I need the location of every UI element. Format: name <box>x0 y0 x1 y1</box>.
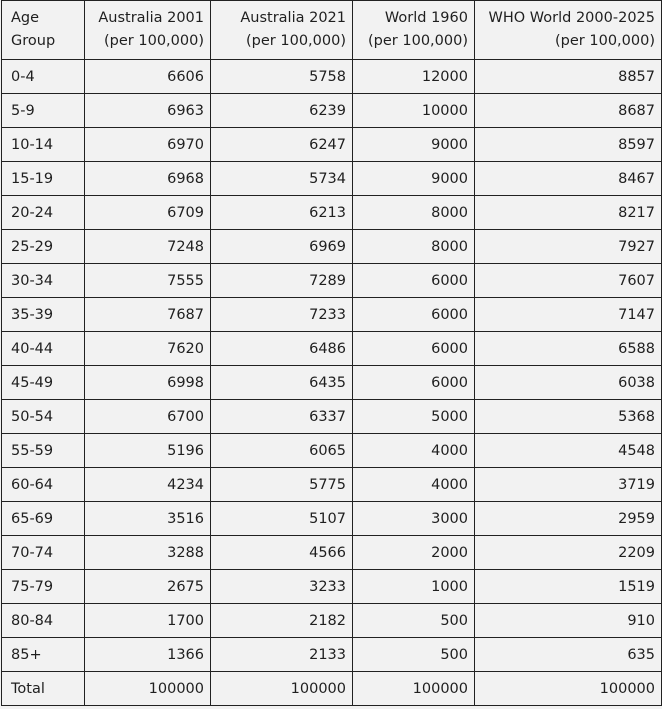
cell-australia-2021: 6065 <box>211 434 353 468</box>
cell-australia-2021: 2133 <box>211 638 353 672</box>
cell-australia-2001: 3516 <box>85 502 211 536</box>
cell-australia-2021: 3233 <box>211 570 353 604</box>
cell-australia-2021: 2182 <box>211 604 353 638</box>
cell-australia-2021: 7289 <box>211 264 353 298</box>
cell-australia-2021: 6239 <box>211 94 353 128</box>
cell-australia-2001: 7555 <box>85 264 211 298</box>
cell-who-world: 635 <box>475 638 662 672</box>
cell-world-1960: 9000 <box>353 128 475 162</box>
cell-world-1960: 6000 <box>353 264 475 298</box>
table-row <box>2 536 662 570</box>
cell-world-1960: 4000 <box>353 434 475 468</box>
cell-who-world: 8857 <box>475 60 662 94</box>
cell-world-1960: 8000 <box>353 230 475 264</box>
table-row <box>2 230 662 264</box>
cell-age-group: 65-69 <box>2 502 85 536</box>
cell-who-world: 8217 <box>475 196 662 230</box>
cell-australia-2001: 2675 <box>85 570 211 604</box>
cell-australia-2021: 5107 <box>211 502 353 536</box>
cell-australia-2001: 5196 <box>85 434 211 468</box>
header-australia-2001-line2: (per 100,000) <box>104 33 204 49</box>
cell-who-world: 100000 <box>475 672 662 706</box>
cell-age-group: 45-49 <box>2 366 85 400</box>
cell-australia-2021: 6486 <box>211 332 353 366</box>
cell-age-group: 80-84 <box>2 604 85 638</box>
cell-australia-2001: 6606 <box>85 60 211 94</box>
cell-australia-2021: 7233 <box>211 298 353 332</box>
cell-who-world: 8597 <box>475 128 662 162</box>
table-row <box>2 162 662 196</box>
cell-age-group: 5-9 <box>2 94 85 128</box>
cell-world-1960: 6000 <box>353 298 475 332</box>
table-body <box>2 60 662 706</box>
table-row <box>2 298 662 332</box>
cell-australia-2021: 100000 <box>211 672 353 706</box>
cell-world-1960: 3000 <box>353 502 475 536</box>
cell-who-world: 2209 <box>475 536 662 570</box>
header-australia-2001-line1: Australia 2001 <box>98 10 204 26</box>
cell-australia-2001: 6709 <box>85 196 211 230</box>
header-age-group <box>2 1 85 60</box>
header-australia-2021-line1: Australia 2021 <box>240 10 346 26</box>
table-row <box>2 502 662 536</box>
cell-world-1960: 5000 <box>353 400 475 434</box>
cell-australia-2001: 100000 <box>85 672 211 706</box>
cell-who-world: 7927 <box>475 230 662 264</box>
cell-australia-2001: 1366 <box>85 638 211 672</box>
cell-australia-2021: 6247 <box>211 128 353 162</box>
cell-world-1960: 1000 <box>353 570 475 604</box>
cell-who-world: 5368 <box>475 400 662 434</box>
cell-who-world: 6588 <box>475 332 662 366</box>
cell-world-1960: 2000 <box>353 536 475 570</box>
table-row <box>2 128 662 162</box>
cell-australia-2001: 6970 <box>85 128 211 162</box>
cell-age-group: 85+ <box>2 638 85 672</box>
table-row <box>2 570 662 604</box>
cell-age-group: 55-59 <box>2 434 85 468</box>
cell-who-world: 8687 <box>475 94 662 128</box>
cell-australia-2001: 6968 <box>85 162 211 196</box>
header-australia-2021-line2: (per 100,000) <box>246 33 346 49</box>
table-row <box>2 196 662 230</box>
table-row <box>2 434 662 468</box>
cell-who-world: 910 <box>475 604 662 638</box>
cell-who-world: 8467 <box>475 162 662 196</box>
cell-world-1960: 8000 <box>353 196 475 230</box>
cell-who-world: 1519 <box>475 570 662 604</box>
cell-age-group: 15-19 <box>2 162 85 196</box>
cell-australia-2001: 6700 <box>85 400 211 434</box>
cell-age-group: 30-34 <box>2 264 85 298</box>
cell-australia-2001: 6963 <box>85 94 211 128</box>
cell-world-1960: 9000 <box>353 162 475 196</box>
header-world-1960 <box>353 1 475 60</box>
cell-australia-2021: 6435 <box>211 366 353 400</box>
table-row <box>2 332 662 366</box>
cell-who-world: 3719 <box>475 468 662 502</box>
cell-australia-2021: 6213 <box>211 196 353 230</box>
cell-world-1960: 500 <box>353 604 475 638</box>
cell-world-1960: 12000 <box>353 60 475 94</box>
table-row <box>2 672 662 706</box>
table-row <box>2 638 662 672</box>
cell-australia-2001: 6998 <box>85 366 211 400</box>
header-australia-2001 <box>85 1 211 60</box>
cell-who-world: 7147 <box>475 298 662 332</box>
cell-age-group: 70-74 <box>2 536 85 570</box>
cell-world-1960: 100000 <box>353 672 475 706</box>
population-standard-table <box>1 0 662 706</box>
header-who-world <box>475 1 662 60</box>
cell-australia-2001: 7620 <box>85 332 211 366</box>
cell-age-group: 35-39 <box>2 298 85 332</box>
cell-age-group: 10-14 <box>2 128 85 162</box>
header-age-group-line2: Group <box>11 33 56 49</box>
cell-age-group: 20-24 <box>2 196 85 230</box>
cell-age-group: Total <box>2 672 85 706</box>
cell-australia-2021: 5758 <box>211 60 353 94</box>
table-row <box>2 400 662 434</box>
table-row <box>2 366 662 400</box>
header-who-world-line1: WHO World 2000-2025 <box>488 10 655 26</box>
table-row <box>2 604 662 638</box>
cell-age-group: 50-54 <box>2 400 85 434</box>
cell-australia-2001: 1700 <box>85 604 211 638</box>
table-row <box>2 468 662 502</box>
cell-australia-2001: 7687 <box>85 298 211 332</box>
cell-age-group: 60-64 <box>2 468 85 502</box>
cell-world-1960: 4000 <box>353 468 475 502</box>
cell-australia-2021: 4566 <box>211 536 353 570</box>
header-world-1960-line1: World 1960 <box>384 10 468 26</box>
cell-australia-2001: 4234 <box>85 468 211 502</box>
header-australia-2021 <box>211 1 353 60</box>
cell-who-world: 7607 <box>475 264 662 298</box>
cell-australia-2001: 7248 <box>85 230 211 264</box>
cell-world-1960: 6000 <box>353 366 475 400</box>
header-who-world-line2: (per 100,000) <box>555 33 655 49</box>
cell-age-group: 40-44 <box>2 332 85 366</box>
header-world-1960-line2: (per 100,000) <box>368 33 468 49</box>
table-row <box>2 264 662 298</box>
cell-world-1960: 500 <box>353 638 475 672</box>
cell-who-world: 2959 <box>475 502 662 536</box>
cell-world-1960: 6000 <box>353 332 475 366</box>
header-age-group-line1: Age <box>11 10 40 26</box>
cell-australia-2021: 5775 <box>211 468 353 502</box>
cell-australia-2001: 3288 <box>85 536 211 570</box>
cell-age-group: 0-4 <box>2 60 85 94</box>
table-row <box>2 94 662 128</box>
cell-who-world: 4548 <box>475 434 662 468</box>
cell-age-group: 25-29 <box>2 230 85 264</box>
cell-australia-2021: 6337 <box>211 400 353 434</box>
cell-age-group: 75-79 <box>2 570 85 604</box>
cell-world-1960: 10000 <box>353 94 475 128</box>
header-row <box>2 1 662 60</box>
cell-australia-2021: 5734 <box>211 162 353 196</box>
cell-australia-2021: 6969 <box>211 230 353 264</box>
table-row <box>2 60 662 94</box>
cell-who-world: 6038 <box>475 366 662 400</box>
